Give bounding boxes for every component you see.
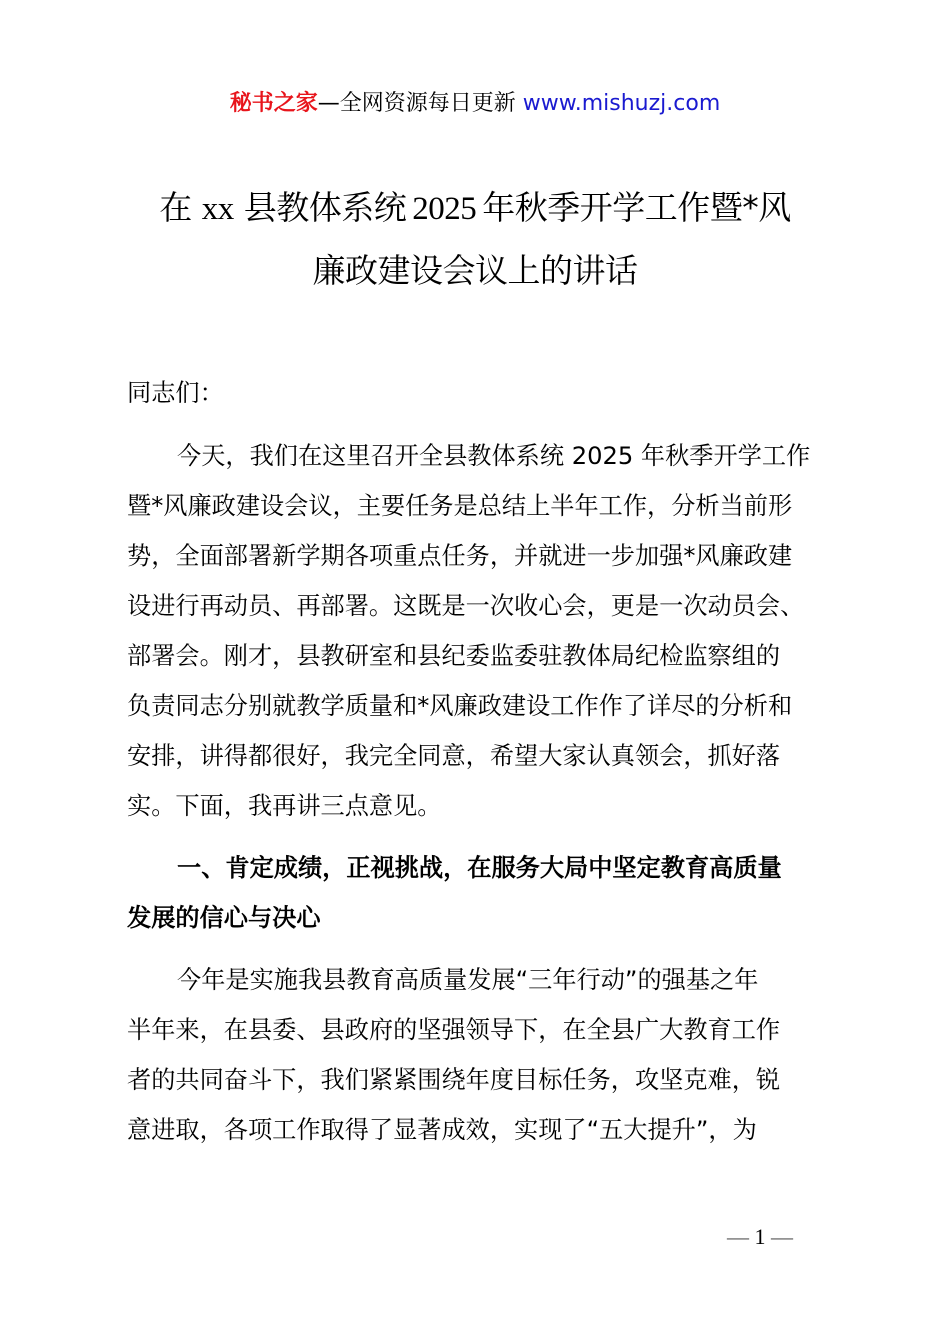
title-part: 年秋季开学工作暨*风 [482, 188, 791, 227]
paragraph-line: 势，全面部署新学期各项重点任务，并就进一步加强*风廉政建 [127, 542, 793, 570]
page-number-value: 1 [754, 1224, 766, 1249]
title-part: 2025 [412, 191, 477, 227]
document-title-line-2: 廉政建设会议上的讲话 [312, 251, 638, 290]
title-part: 在 [159, 188, 192, 227]
document-title-line-1 [0, 188, 950, 229]
paragraph-line: 半年来，在县委、县政府的坚强领导下，在全县广大教育工作 [127, 1016, 781, 1044]
site-banner [0, 88, 950, 120]
paragraph-line: 负责同志分别就教学质量和*风廉政建设工作作了详尽的分析和 [127, 692, 793, 720]
paragraph-line: 者的共同奋斗下，我们紧紧围绕年度目标任务，攻坚克难，锐 [127, 1066, 781, 1094]
paragraph-line: 设进行再动员、再部署。这既是一次收心会，更是一次动员会、 [127, 592, 805, 620]
paragraph-line: 今年是实施我县教育高质量发展“三年行动”的强基之年 [177, 966, 759, 994]
banner-brand: 秘书之家 [229, 91, 318, 116]
page-number-dash: — [727, 1224, 749, 1249]
paragraph-line: 暨*风廉政建设会议，主要任务是总结上半年工作，分析当前形 [127, 492, 793, 520]
heading-line: 发展的信心与决心 [127, 904, 321, 932]
paragraph-line: 实。下面，我再讲三点意见。 [127, 792, 442, 820]
banner-url-link[interactable]: www.mishuzj.com [522, 91, 721, 116]
paragraph-line: 安排，讲得都很好，我完全同意，希望大家认真领会，抓好落 [127, 742, 781, 770]
title-part: xx [201, 191, 234, 227]
title-part: 县教体系统 [243, 188, 407, 227]
salutation: 同志们： [127, 379, 224, 407]
heading-line: 一、肯定成绩，正视挑战，在服务大局中坚定教育高质量 [177, 854, 782, 882]
paragraph-line: 意进取，各项工作取得了显著成效，实现了“五大提升”，为 [127, 1116, 757, 1144]
page-number-dash: — [771, 1224, 793, 1249]
banner-tagline: —全网资源每日更新 [317, 91, 516, 116]
paragraph-line: 今天，我们在这里召开全县教体系统 2025 年秋季开学工作 [177, 442, 811, 470]
paragraph-line: 部署会。刚才，县教研室和县纪委监委驻教体局纪检监察组的 [127, 642, 781, 670]
page-number [720, 1224, 800, 1250]
